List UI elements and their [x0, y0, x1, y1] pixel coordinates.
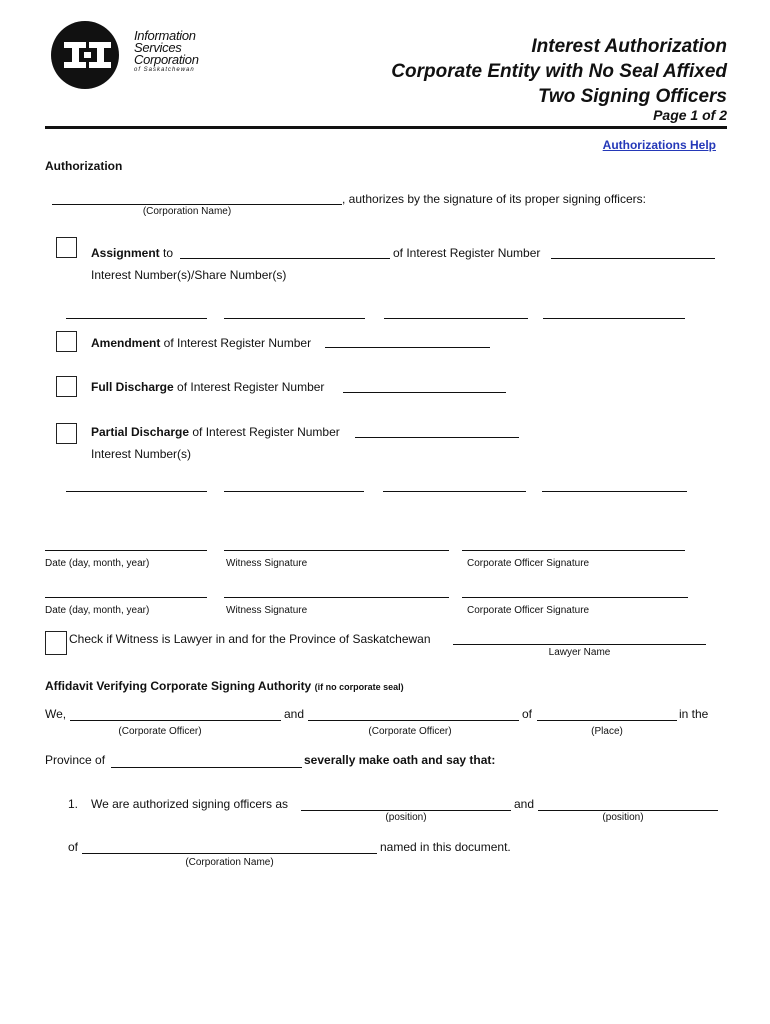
affidavit-heading-text: Affidavit Verifying Corporate Signing Authority: [45, 679, 312, 693]
share-number-field-2[interactable]: [224, 318, 365, 319]
corporate-officer-field-1[interactable]: [70, 720, 281, 721]
and-label-2: and: [514, 797, 535, 811]
amendment-label-group: [91, 336, 311, 350]
amendment-register-field[interactable]: [325, 347, 490, 348]
partial-discharge-checkbox[interactable]: [56, 423, 77, 444]
date-field-1[interactable]: [45, 550, 207, 551]
logo-subline: of Saskatchewan: [134, 67, 195, 73]
corporate-officer-caption-1: (Corporate Officer): [118, 726, 202, 737]
share-number-field-4[interactable]: [543, 318, 685, 319]
assignment-label-group: [91, 246, 173, 260]
corporation-name-field-2[interactable]: [82, 853, 377, 854]
assignment-to-text: to: [159, 246, 174, 260]
affidavit-heading: [45, 679, 404, 693]
position-field-1[interactable]: [301, 810, 511, 811]
header-divider: [45, 126, 727, 129]
form-title-line-3: Two Signing Officers: [538, 86, 727, 107]
page-indicator: Page 1 of 2: [653, 107, 727, 123]
date-field-2[interactable]: [45, 597, 207, 598]
officer-signature-field-2[interactable]: [462, 597, 688, 598]
date-caption-2: Date (day, month, year): [45, 605, 150, 616]
of-label-2: of: [68, 840, 79, 854]
corporate-officer-caption-2: (Corporate Officer): [368, 726, 452, 737]
logo-line-1: Information: [134, 28, 196, 43]
logo-line-2: Services: [134, 40, 182, 55]
date-caption-1: Date (day, month, year): [45, 558, 150, 569]
of-label-1: of: [522, 707, 533, 721]
authorizations-help-link[interactable]: Authorizations Help: [602, 138, 716, 152]
isc-logo: [50, 20, 230, 90]
interest-number-field-2[interactable]: [224, 491, 364, 492]
full-discharge-register-field[interactable]: [343, 392, 506, 393]
item-1-number: 1.: [68, 797, 79, 811]
full-discharge-checkbox[interactable]: [56, 376, 77, 397]
province-field[interactable]: [111, 767, 302, 768]
form-title-line-2: Corporate Entity with No Seal Affixed: [391, 61, 727, 82]
partial-discharge-text: of Interest Register Number: [189, 425, 340, 439]
lawyer-witness-label: Check if Witness is Lawyer in and for the Province of Saskatchewan: [69, 632, 431, 646]
officer-caption-2: Corporate Officer Signature: [467, 605, 590, 616]
partial-discharge-label: Partial Discharge: [91, 425, 190, 439]
witness-signature-field-1[interactable]: [224, 550, 449, 551]
lawyer-name-field[interactable]: [453, 644, 706, 645]
interest-number-field-4[interactable]: [542, 491, 687, 492]
position-caption-1: (position): [385, 812, 427, 823]
place-caption: (Place): [591, 726, 623, 737]
full-discharge-label-group: [91, 380, 324, 394]
witness-caption-1: Witness Signature: [226, 558, 308, 569]
logo-line-3: Corporation: [134, 52, 199, 67]
position-caption-2: (position): [602, 812, 644, 823]
lawyer-name-caption: Lawyer Name: [548, 647, 611, 658]
interest-numbers-label: Interest Number(s): [91, 447, 192, 461]
assignment-register-field[interactable]: [551, 258, 715, 259]
item-1-text: We are authorized signing officers as: [91, 797, 288, 811]
assignment-register-label: of Interest Register Number: [393, 246, 541, 260]
corporate-officer-field-2[interactable]: [308, 720, 519, 721]
interest-number-field-1[interactable]: [66, 491, 207, 492]
corporation-name-caption: (Corporation Name): [142, 206, 232, 217]
share-number-field-1[interactable]: [66, 318, 207, 319]
share-number-field-3[interactable]: [384, 318, 528, 319]
partial-discharge-label-group: [91, 425, 340, 439]
oath-text: severally make oath and say that:: [304, 753, 496, 767]
amendment-label: Amendment: [91, 336, 161, 350]
witness-signature-field-2[interactable]: [224, 597, 449, 598]
province-of-label: Province of: [45, 753, 106, 767]
interest-share-numbers-label: Interest Number(s)/Share Number(s): [91, 268, 287, 282]
form-title-line-1: Interest Authorization: [531, 36, 727, 57]
affidavit-heading-note: (if no corporate seal): [314, 682, 404, 692]
isc-logo-mark-icon: [50, 20, 122, 90]
officer-caption-1: Corporate Officer Signature: [467, 558, 590, 569]
assignment-label: Assignment: [91, 246, 160, 260]
authorizes-text: , authorizes by the signature of its proper signing officers:: [342, 192, 646, 206]
assignment-to-field[interactable]: [180, 258, 390, 259]
position-field-2[interactable]: [538, 810, 718, 811]
in-the-label: in the: [679, 707, 709, 721]
we-label: We,: [45, 707, 67, 721]
partial-discharge-register-field[interactable]: [355, 437, 519, 438]
full-discharge-text: of Interest Register Number: [173, 380, 325, 394]
assignment-checkbox[interactable]: [56, 237, 77, 258]
and-label-1: and: [284, 707, 305, 721]
named-in-document-text: named in this document.: [380, 840, 511, 854]
place-field[interactable]: [537, 720, 677, 721]
officer-signature-field-1[interactable]: [462, 550, 685, 551]
corporation-name-caption-2: (Corporation Name): [185, 857, 274, 868]
amendment-checkbox[interactable]: [56, 331, 77, 352]
witness-caption-2: Witness Signature: [226, 605, 308, 616]
corporation-name-field[interactable]: [52, 204, 342, 205]
lawyer-witness-checkbox[interactable]: [45, 631, 67, 655]
authorization-heading: Authorization: [45, 159, 123, 173]
full-discharge-label: Full Discharge: [91, 380, 174, 394]
amendment-text: of Interest Register Number: [160, 336, 312, 350]
interest-number-field-3[interactable]: [383, 491, 526, 492]
